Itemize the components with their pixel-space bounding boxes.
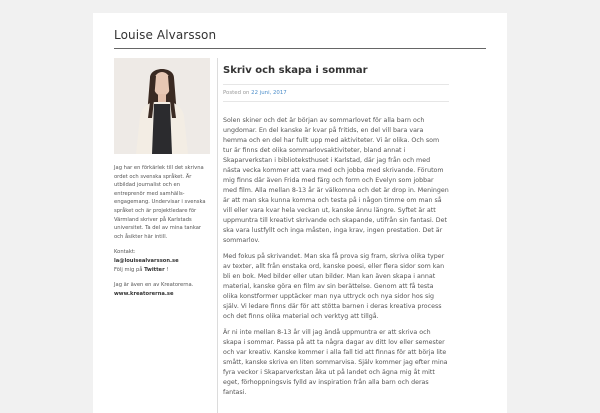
author-photo	[114, 58, 210, 154]
contact-label: Kontakt:	[114, 249, 136, 256]
post-meta	[223, 90, 449, 96]
twitter-link[interactable]: Twitter	[144, 266, 165, 273]
post-title[interactable]: Skriv och skapa i sommar	[223, 65, 368, 76]
follow-suffix: !	[164, 266, 169, 273]
column-divider	[217, 58, 218, 413]
also-text: Jag är även en av Kreatorerna.	[114, 282, 194, 289]
header-divider	[114, 48, 486, 49]
kreatorerna-link[interactable]: www.kreatorerna.se	[114, 290, 174, 297]
page-container	[93, 13, 507, 413]
bio-text: Jag har en förkärlek till det skrivna ordet och svenska språket. Är utbildad journalist och en entreprenör med samhälls-engagemang. Undervisar i svenska språket och är projektledare för Värmland skriver på Karlstads universitet. Ta del av mina tankar och åsikter här intill.	[114, 165, 206, 240]
author-bio	[114, 164, 211, 298]
contact-email-link[interactable]: la@louisealvarsson.se	[114, 257, 179, 264]
also-block	[114, 281, 211, 298]
posted-on-label: Posted on	[223, 90, 250, 96]
portrait-illustration	[114, 58, 210, 154]
contact-block	[114, 248, 211, 274]
post-paragraph: Solen skiner och det är början av sommarlovet för alla barn och ungdomar. En del kanske är kvar på fritids, en del vill bara vara hemma och en del har fullt upp med aktiviteter. Vi är olika. Och som tur är finns det olika sommarlovsaktiviteter, bland annat i Skaparverkstan i biblioteksthuset i Karlstad, där jag från och med nästa vecka kommer att vara med och jobba med skrivande. Förutom mig finns där även Frida med färg och form och Evelyn som jobbar med film. Alla mellan 8-13 år är välkomna och det är drop in. Meningen är att man ska kunna komma och testa på i någon timme om man så vill eller vara kvar hela veckan ut, kanske ännu längre. Syftet är att uppmuntra till kreativt skrivande och skapande, utifrån sin fantasi. Det ska vara lustfyllt och inga måsten, inga krav, ingen prestation. Det är sommarlov.	[223, 117, 449, 244]
site-title[interactable]: Louise Alvarsson	[114, 28, 217, 42]
post-body	[223, 116, 449, 398]
meta-divider-top	[223, 84, 449, 85]
sidebar	[114, 58, 211, 305]
post-paragraph: Är ni inte mellan 8-13 år vill jag ändå uppmuntra er att skriva och skapa i sommar. Passa på att ta några dagar av ditt lov eller semester och var kreativ. Kanske kommer i alla fall tid att finnas för att börja lite smått, kanske skriva en liten sommarvisa. Själv kommer jag efter mina fyra veckor i Skaparverkstan åka ut på landet och ägna mig åt mitt eget, förhoppningsvis fylld av inspiration från alla barn och deras fantasi.	[223, 329, 448, 396]
post-paragraph: Med fokus på skrivandet. Man ska få prova sig fram, skriva olika typer av texter, allt från enstaka ord, kanske poesi, eller flera sidor som kan bli en bok. Med bilder eller utan bilder. Man kan även skapa i annat material, kanske göra en film av sin berättelse. Genom att få testa olika konstformer upptäcker man nya uttryck och nya sidor hos sig själv. Vi ledare finns där för att stötta barnen i deras kreativa process och det finns olika material och verktyg att tillgå.	[223, 253, 445, 320]
follow-prefix: Följ mig på	[114, 266, 145, 273]
main-content	[223, 65, 449, 404]
meta-divider-bottom	[223, 101, 449, 102]
post-date-link[interactable]: 22 juni, 2017	[251, 90, 287, 96]
